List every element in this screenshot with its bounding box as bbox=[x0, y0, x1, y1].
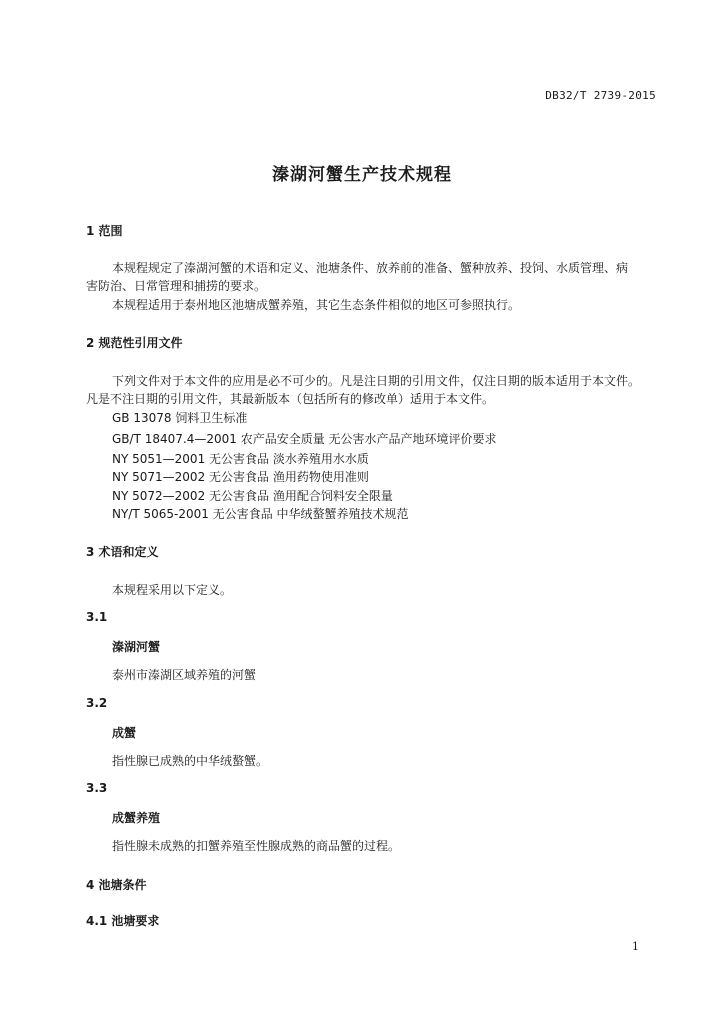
reference-item: GB 13078 饲料卫生标准 bbox=[112, 411, 248, 425]
section-3-intro: 本规程采用以下定义。 bbox=[112, 583, 233, 597]
reference-item: GB/T 18407.4—2001 农产品安全质量 无公害水产品产地环境评价要求 bbox=[112, 432, 497, 446]
section-1-heading: 1 范围 bbox=[86, 224, 123, 238]
section-4-heading: 4 池塘条件 bbox=[86, 878, 147, 892]
term-name: 成蟹养殖 bbox=[112, 811, 161, 825]
term-definition: 泰州市溱湖区域养殖的河蟹 bbox=[112, 668, 257, 682]
reference-item: NY 5051—2001 无公害食品 淡水养殖用水水质 bbox=[112, 452, 369, 466]
term-number: 3.2 bbox=[86, 696, 108, 710]
page-title: 溱湖河蟹生产技术规程 bbox=[272, 165, 452, 185]
section-1-para2: 本规程适用于泰州地区池塘成蟹养殖，其它生态条件相似的地区可参照执行。 bbox=[112, 298, 521, 312]
reference-item: NY 5071—2002 无公害食品 渔用药物使用准则 bbox=[112, 470, 369, 484]
section-3-heading: 3 术语和定义 bbox=[86, 545, 159, 559]
section-2-intro-line1: 下列文件对于本文件的应用是必不可少的。凡是注日期的引用文件，仅注日期的版本适用于本文件。 bbox=[112, 374, 641, 388]
section-2-heading: 2 规范性引用文件 bbox=[86, 336, 183, 350]
section-2-intro-line2: 凡是不注日期的引用文件，其最新版本（包括所有的修改单）适用于本文件。 bbox=[86, 392, 495, 406]
term-name: 成蟹 bbox=[112, 726, 137, 740]
term-name: 溱湖河蟹 bbox=[112, 640, 161, 654]
term-number: 3.3 bbox=[86, 781, 108, 795]
subsection-4-1-heading: 4.1 池塘要求 bbox=[86, 914, 160, 928]
term-definition: 指性腺已成熟的中华绒螯蟹。 bbox=[112, 754, 269, 768]
reference-item: NY 5072—2002 无公害食品 渔用配合饲料安全限量 bbox=[112, 489, 393, 503]
section-1-para1-line2: 害防治、日常管理和捕捞的要求。 bbox=[86, 279, 267, 293]
term-number: 3.1 bbox=[86, 610, 108, 624]
section-1-para1-line1: 本规程规定了溱湖河蟹的术语和定义、池塘条件、放养前的准备、蟹种放养、投饲、水质管理、病 bbox=[112, 261, 629, 275]
standard-code: DB32/T 2739-2015 bbox=[545, 89, 656, 102]
page-number: 1 bbox=[632, 940, 639, 953]
term-definition: 指性腺未成熟的扣蟹养殖至性腺成熟的商品蟹的过程。 bbox=[112, 839, 401, 853]
reference-item: NY/T 5065-2001 无公害食品 中华绒螯蟹养殖技术规范 bbox=[112, 507, 409, 521]
